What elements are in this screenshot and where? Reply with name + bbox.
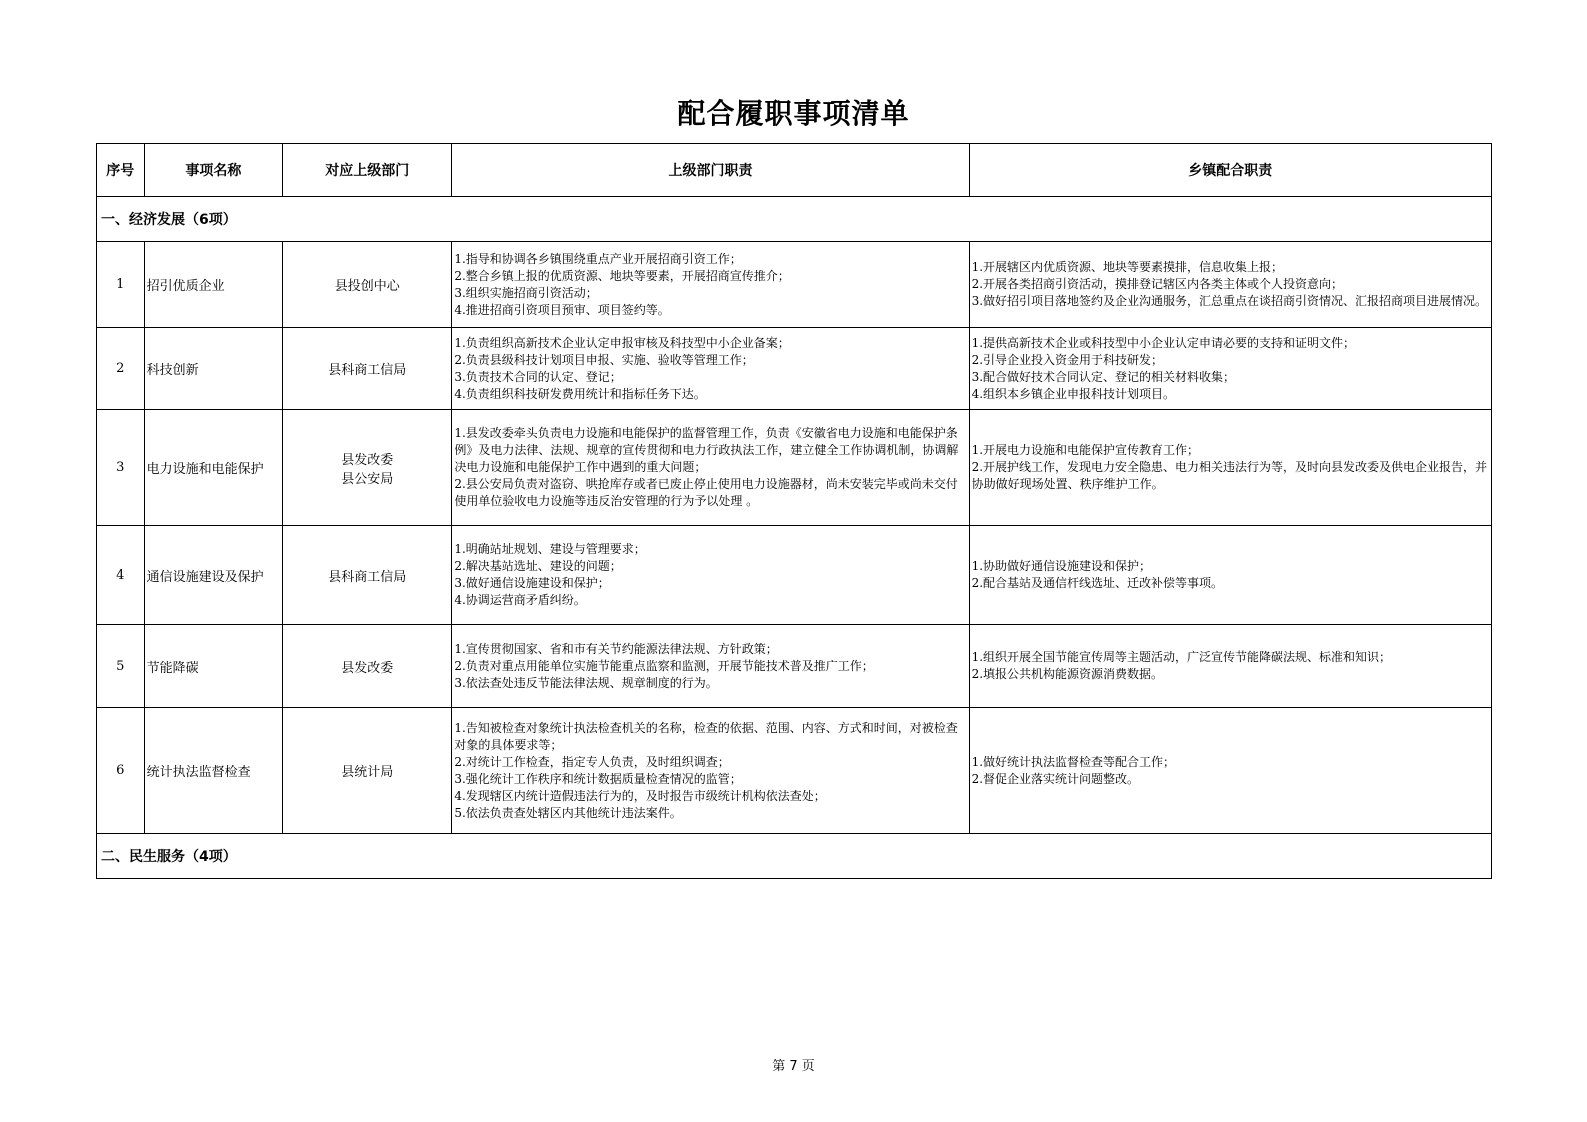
- row-town-duty: [969, 526, 1491, 625]
- dept-line: 县科商工信局: [328, 569, 407, 585]
- section-label: 二、民生服务（4项）: [97, 834, 1492, 879]
- table-row: [97, 242, 1492, 328]
- duty-line: 3.配合做好技术合同认定、登记的相关材料收集；: [971, 369, 1236, 384]
- duty-line: 2.配合基站及通信杆线选址、迁改补偿等事项。: [971, 576, 1224, 590]
- duty-line: 3.负责技术合同的认定、登记；: [454, 369, 622, 384]
- duty-line: 2.填报公共机构能源资源消费数据。: [971, 667, 1164, 681]
- table-row: [97, 526, 1492, 625]
- row-name: 节能降碳: [144, 625, 283, 708]
- duty-line: 1.县发改委牵头负责电力设施和电能保护的监督管理工作，负责《安徽省电力设施和电能保护条例》及电力法律、法规、规章的宣传贯彻和电力行政执法工作，建立健全工作协调机制，协调解决电力设施和电能保护工作中遇到的重大问题；: [454, 426, 959, 474]
- duty-line: 3.强化统计工作秩序和统计数据质量检查情况的监管；: [454, 771, 742, 786]
- duty-line: 3.做好通信设施建设和保护；: [454, 576, 610, 590]
- duty-line: 1.协助做好通信设施建设和保护；: [971, 559, 1152, 573]
- row-upper-duty: [452, 328, 969, 410]
- row-town-duty: [969, 410, 1491, 526]
- duty-line: 1.指导和协调各乡镇围绕重点产业开展招商引资工作；: [454, 251, 742, 266]
- duty-line: 2.开展护线工作，发现电力安全隐患、电力相关违法行为等，及时向县发改委及供电企业报告，并协助做好现场处置、秩序维护工作。: [971, 460, 1488, 491]
- duty-line: 2.负责县级科技计划项目申报、实施、验收等管理工作；: [454, 352, 754, 367]
- duty-line: 1.开展辖区内优质资源、地块等要素摸排，信息收集上报；: [971, 260, 1284, 274]
- duty-line: 2.对统计工作检查，指定专人负责，及时组织调查；: [454, 754, 730, 769]
- row-seq: 4: [97, 526, 145, 625]
- duty-line: 1.告知被检查对象统计执法检查机关的名称，检查的依据、范围、内容、方式和时间，对被检查对象的具体要求等；: [454, 720, 958, 752]
- duty-line: 2.开展各类招商引资活动，摸排登记辖区内各类主体或个人投资意向；: [971, 277, 1344, 291]
- row-dept: [283, 526, 452, 625]
- row-dept: [283, 708, 452, 834]
- duty-line: 1.负责组织高新技术企业认定申报审核及科技型中小企业备案；: [454, 335, 790, 350]
- header-seq: 序号: [97, 144, 145, 197]
- dept-line: 县发改委: [341, 660, 394, 676]
- duty-line: 1.组织开展全国节能宣传周等主题活动，广泛宣传节能降碳法规、标准和知识；: [971, 650, 1392, 664]
- row-seq: 5: [97, 625, 145, 708]
- table-header-row: [97, 144, 1492, 197]
- duty-line: 3.做好招引项目落地签约及企业沟通服务，汇总重点在谈招商引资情况、汇报招商项目进展情况。: [971, 294, 1488, 308]
- row-dept: [283, 328, 452, 410]
- row-dept: [283, 625, 452, 708]
- duty-line: 5.依法负责查处辖区内其他统计违法案件。: [454, 805, 682, 820]
- section-label: 一、经济发展（6项）: [97, 197, 1492, 242]
- row-dept: [283, 242, 452, 328]
- row-town-duty: [969, 708, 1491, 834]
- section-row: [97, 197, 1492, 242]
- duty-line: 1.开展电力设施和电能保护宣传教育工作；: [971, 443, 1200, 457]
- duty-line: 2.督促企业落实统计问题整改。: [971, 771, 1140, 786]
- duty-line: 2.解决基站选址、建设的问题；: [454, 559, 622, 573]
- header-upper-duty: 上级部门职责: [452, 144, 969, 197]
- table-row: [97, 328, 1492, 410]
- row-upper-duty: [452, 625, 969, 708]
- duty-line: 3.组织实施招商引资活动；: [454, 285, 598, 300]
- duty-line: 2.负责对重点用能单位实施节能重点监察和监测，开展节能技术普及推广工作；: [454, 658, 874, 673]
- dept-line: 县统计局: [341, 765, 394, 780]
- row-name: 通信设施建设及保护: [144, 526, 283, 625]
- section-row: [97, 834, 1492, 879]
- duty-line: 1.提供高新技术企业或科技型中小企业认定申请必要的支持和证明文件；: [971, 335, 1356, 350]
- row-seq: 1: [97, 242, 145, 328]
- duty-line: 1.宣传贯彻国家、省和市有关节约能源法律法规、方针政策；: [454, 641, 778, 656]
- table-row: [97, 410, 1492, 526]
- row-seq: 2: [97, 328, 145, 410]
- row-town-duty: [969, 625, 1491, 708]
- header-name: 事项名称: [144, 144, 283, 197]
- row-upper-duty: [452, 242, 969, 328]
- row-upper-duty: [452, 708, 969, 834]
- duty-line: 1.做好统计执法监督检查等配合工作；: [971, 754, 1176, 769]
- duty-line: 4.负责组织科技研发费用统计和指标任务下达。: [454, 386, 706, 401]
- table-row: [97, 708, 1492, 834]
- page-number: 第 7 页: [772, 1059, 815, 1074]
- row-town-duty: [969, 242, 1491, 328]
- table-row: [97, 625, 1492, 708]
- row-seq: 3: [97, 410, 145, 526]
- dept-line: 县发改委: [341, 452, 394, 468]
- duty-line: 3.依法查处违反节能法律法规、规章制度的行为。: [454, 675, 718, 690]
- row-name: 电力设施和电能保护: [144, 410, 283, 526]
- dept-line: 县科商工信局: [328, 363, 407, 378]
- header-town-duty: 乡镇配合职责: [969, 144, 1491, 197]
- duty-line: 2.整合乡镇上报的优质资源、地块等要素，开展招商宣传推介；: [454, 268, 790, 283]
- row-upper-duty: [452, 410, 969, 526]
- row-name: 招引优质企业: [144, 242, 283, 328]
- duty-line: 4.协调运营商矛盾纠纷。: [454, 593, 586, 607]
- duty-line: 4.发现辖区内统计造假违法行为的，及时报告市级统计机构依法查处；: [454, 788, 826, 803]
- row-town-duty: [969, 328, 1491, 410]
- row-dept: [283, 410, 452, 526]
- duty-line: 2.引导企业投入资金用于科技研发；: [971, 352, 1164, 367]
- duty-line: 1.明确站址规划、建设与管理要求；: [454, 542, 646, 556]
- dept-line: 县公安局: [341, 471, 394, 487]
- row-name: 统计执法监督检查: [144, 708, 283, 834]
- duty-line: 4.推进招商引资项目预审、项目签约等。: [454, 302, 670, 317]
- row-name: 科技创新: [144, 328, 283, 410]
- page-title: 配合履职事项清单: [677, 97, 910, 130]
- header-dept: 对应上级部门: [283, 144, 452, 197]
- duty-line: 2.县公安局负责对盗窃、哄抢库存或者已废止停止使用电力设施器材，尚未安装完毕或尚未交付使用单位验收电力设施等违反治安管理的行为予以处理 。: [454, 477, 958, 508]
- row-upper-duty: [452, 526, 969, 625]
- row-seq: 6: [97, 708, 145, 834]
- duty-line: 4.组织本乡镇企业申报科技计划项目。: [971, 386, 1176, 401]
- dept-line: 县投创中心: [334, 279, 400, 294]
- duty-table: [96, 143, 1492, 879]
